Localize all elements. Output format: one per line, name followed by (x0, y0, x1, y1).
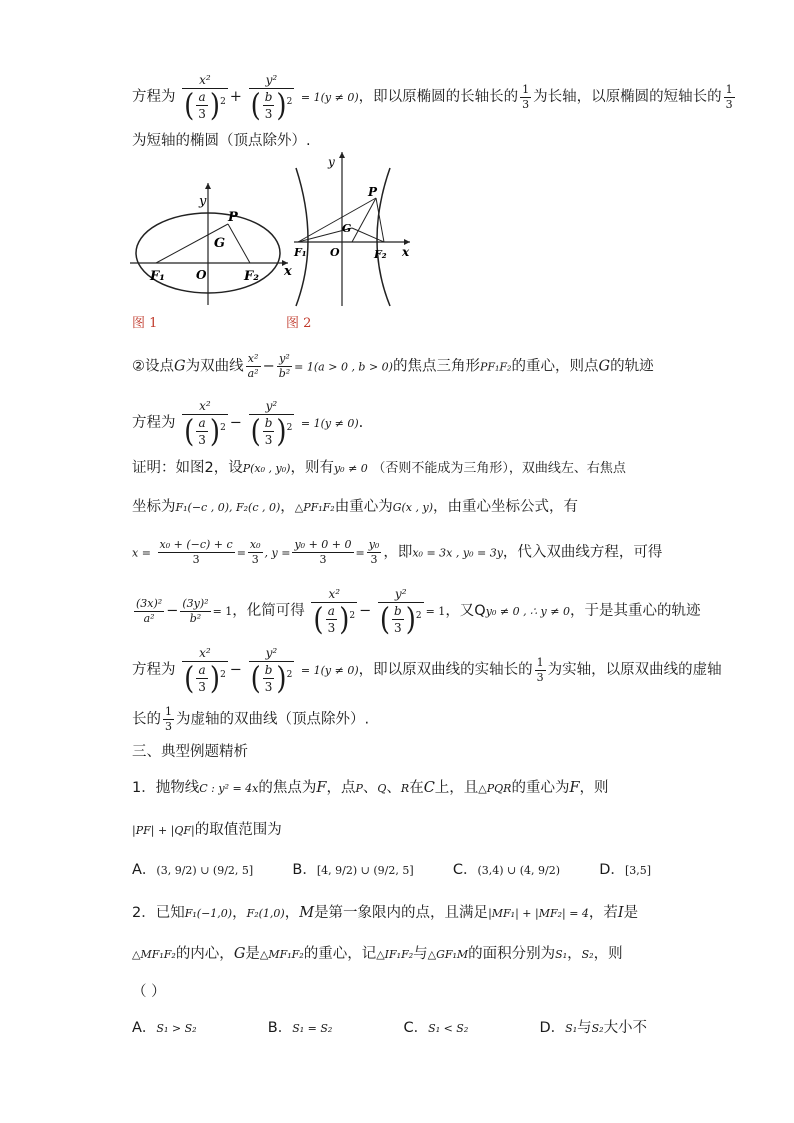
fraction: $\frac{\text{y₀ + 0 + 0}}{3}$ (294, 538, 352, 566)
option-d[interactable]: D．[3,5] (599, 862, 652, 878)
question-1-line-2: |PF| + |QF|的取值范围为 (132, 822, 282, 838)
text-line-7: x = $\frac{\text{x₀ + (−c) + c}}{3}$ = $\frac{\text{x₀}}{3}$ , y = $\frac{\text{y₀ + 0 + 0}}{3}$ = $\frac{\text{y₀}}{3}$ ，即x₀ = 3x , y₀ = 3y，代入双曲线方程，可得 (132, 538, 663, 566)
math: y₀ ≠ 0 (333, 462, 368, 475)
fig1-label-p: P (228, 210, 238, 225)
text-line-9: 方程为 x² ( $\frac{a}{3}$ )$^2$ − y² ( $\frac{b}{3}$ )$^2$ = 1(y ≠ 0)，即以原双曲线的实轴长的 $\frac{1}{3}$ 为实轴，以原双曲线的虚轴 (132, 646, 722, 697)
question-1-options (132, 860, 651, 881)
equation: = 1(a > 0 , b > 0) (294, 360, 393, 374)
text: 坐标为 (132, 499, 176, 515)
text-line-1: 方程为 x² ( $\frac{a}{3}$ )$^2$ + y² ( $\frac{b}{3}$ )$^2$ = 1(y ≠ 0)，即以原椭圆的长轴长的 $\frac{1}{3}$ 为长轴，以原椭圆的短轴长的 $\frac{1}{3}$ (132, 73, 733, 124)
fraction: $\frac{\text{(3x)²}}{\text{a²}}$ (136, 596, 163, 625)
option-d[interactable]: D．S₁与S₂大小不 (539, 1020, 648, 1036)
fig1-label-o: O (196, 268, 207, 282)
fraction: y² ( $\frac{b}{3}$ )$^2$ (250, 399, 293, 450)
fig1-label-f2: F₂ (244, 269, 259, 284)
fraction: $\frac{1}{3}$ (165, 705, 172, 733)
fig2-label-y: y (328, 155, 335, 169)
fig1-label-g: G (214, 236, 226, 251)
fraction: x² ( $\frac{a}{3}$ )$^2$ (184, 646, 226, 697)
equation: = 1(y ≠ 0) (300, 417, 359, 430)
math: , y = (264, 546, 291, 560)
text: 证明：如图2，设 (132, 460, 243, 476)
fraction: x² ( $\frac{a}{3}$ )$^2$ (184, 399, 226, 450)
answer-blank: （ ） (132, 984, 166, 1000)
text: 的重心，则点 (511, 358, 599, 375)
text-line-3: ②设点G为双曲线 $\frac{\text{x²}}{\text{a²}}$ − $\frac{\text{y²}}{\text{b²}}$ = 1(a > 0 , b > 0)的焦点三角形PF₁F₂的重心，则点G的轨迹 (132, 352, 654, 380)
text: ，代入双曲线方程，可得 (502, 544, 663, 561)
math: y₀ ≠ 0 , ∴ y ≠ 0 (485, 605, 570, 618)
equation: = 1(y ≠ 0) (300, 664, 359, 677)
fig2-label-f1: F₁ (294, 246, 307, 259)
math: P(x₀ , y₀) (242, 462, 291, 475)
fraction: $\frac{\text{(3y)²}}{\text{b²}}$ (182, 596, 209, 625)
math: G(x , y) (392, 501, 433, 514)
question-1-line-1: 1．抛物线C : y² = 4x的焦点为F，点P、Q、R在C上，且△PQR的重心为F，则 (132, 780, 609, 796)
math: △PF₁F₂ (294, 501, 335, 514)
text: 为长轴，以原椭圆的短轴长的 (533, 89, 722, 105)
text: ，由重心坐标公式，有 (433, 499, 578, 515)
option-a[interactable]: A．(3, 9/2) ∪ (9/2, 5] (132, 862, 254, 878)
math: G (174, 358, 186, 375)
math: PF₁F₂ (479, 360, 512, 374)
option-b[interactable]: B．S₁ = S₂ (267, 1020, 333, 1036)
option-b[interactable]: B．[4, 9/2) ∪ (9/2, 5] (292, 862, 414, 878)
fraction: y² ( $\frac{b}{3}$ )$^2$ (250, 73, 293, 124)
text: . (358, 415, 364, 431)
text-line-4: 方程为 x² ( $\frac{a}{3}$ )$^2$ − y² ( $\frac{b}{3}$ )$^2$ = 1(y ≠ 0). (132, 399, 364, 450)
figure-2-hyperbola (290, 150, 420, 310)
text: 的焦点三角形 (392, 358, 480, 375)
fraction: $\frac{1}{3}$ (536, 655, 544, 684)
text: 的轨迹 (610, 358, 654, 375)
option-c[interactable]: C．S₁ < S₂ (403, 1020, 469, 1036)
fraction: $\frac{\text{x²}}{\text{a²}}$ (247, 352, 259, 380)
question-2-line-1: 2．已知F₁(−1,0)，F₂(1,0)，M是第一象限内的点，且满足|MF₁| + |MF₂| = 4，若I是 (132, 905, 639, 921)
math: F₁(−c , 0), F₂(c , 0) (175, 501, 281, 514)
text-line-2: 为短轴的椭圆（顶点除外）. (132, 133, 311, 149)
option-a[interactable]: A．S₁ > S₂ (132, 1020, 197, 1036)
fraction: $\frac{\text{x₀ + (−c) + c}}{3}$ (159, 538, 233, 566)
equation: = 1(y ≠ 0) (300, 91, 359, 104)
fig2-label-g: G (342, 222, 352, 235)
text-line-6 (132, 497, 578, 518)
fig1-label-f1: F₁ (150, 269, 165, 284)
text: 方程为 (132, 662, 176, 678)
figure-2-caption: 图 2 (286, 316, 312, 331)
fig1-label-x: x (284, 264, 292, 279)
text: 方程为 (132, 415, 176, 431)
fig1-label-y: y (199, 194, 207, 209)
text: ，即 (383, 544, 413, 561)
text: 方程为 (132, 89, 176, 105)
question-2-line-2: △MF₁F₂的内心，G是△MF₁F₂的重心，记△IF₁F₂与△GF₁M的面积分别为S₁，S₂，则 (132, 946, 623, 962)
text: 为双曲线 (185, 358, 244, 375)
fraction: $\frac{1}{3}$ (522, 82, 530, 111)
fraction: $\frac{\text{y₀}}{3}$ (368, 538, 380, 566)
fraction: x² ( $\frac{a}{3}$ )$^2$ (313, 587, 356, 638)
fig2-label-f2: F₂ (374, 248, 387, 261)
math: G (598, 358, 611, 375)
text: ，即以原双曲线的实轴长的 (358, 662, 533, 678)
text-line-8: $\frac{\text{(3x)²}}{\text{a²}}$ − $\frac{\text{(3y)²}}{\text{b²}}$ = 1，化简可得 x² ( $\frac{a}{3}$ )$^2$ − y² ( $\frac{b}{3}$ )$^2$ = 1，又Qy₀ ≠ 0 , ∴ y ≠ 0，于是其重心的轨迹 (136, 587, 701, 638)
text: ②设点 (132, 358, 174, 375)
text: （否则不能成为三角形），双曲线左、右焦点 (372, 461, 626, 476)
fraction: $\frac{\text{y²}}{\text{b²}}$ (278, 352, 291, 380)
math: x₀ = 3x , y₀ = 3y (412, 546, 503, 560)
fig2-label-o: O (330, 246, 340, 259)
fraction: y² ( $\frac{b}{3}$ )$^2$ (250, 646, 293, 697)
text: ，则有 (290, 460, 334, 476)
text: ，于是其重心的轨迹 (569, 603, 701, 619)
fig2-label-p: P (368, 185, 378, 199)
text: ， (280, 499, 295, 515)
text: 为虚轴的双曲线（顶点除外）. (176, 711, 370, 728)
math: x = (132, 546, 151, 560)
text: ，又Q (445, 603, 486, 619)
fraction: x² ( $\frac{a}{3}$ )$^2$ (184, 73, 226, 124)
section-heading: 三、典型例题精析 (132, 744, 248, 760)
fraction: $\frac{1}{3}$ (725, 82, 733, 111)
fraction: y² ( $\frac{b}{3}$ )$^2$ (379, 587, 422, 638)
fraction: $\frac{\text{x₀}}{3}$ (249, 538, 261, 566)
text-line-10 (132, 705, 369, 734)
text: 长的 (132, 711, 161, 728)
text-line-5 (132, 458, 626, 479)
text: 由重心为 (334, 499, 393, 515)
option-c[interactable]: C．(3,4) ∪ (4, 9/2) (452, 862, 561, 878)
question-2-options (132, 1018, 647, 1039)
text: 为实轴，以原双曲线的虚轴 (547, 662, 722, 678)
text: ，化简可得 (232, 603, 305, 619)
figure-1-caption: 图 1 (132, 316, 158, 331)
text: ，即以原椭圆的长轴长的 (358, 89, 519, 105)
fig2-label-x: x (402, 245, 410, 259)
figure-1-ellipse (128, 183, 298, 308)
